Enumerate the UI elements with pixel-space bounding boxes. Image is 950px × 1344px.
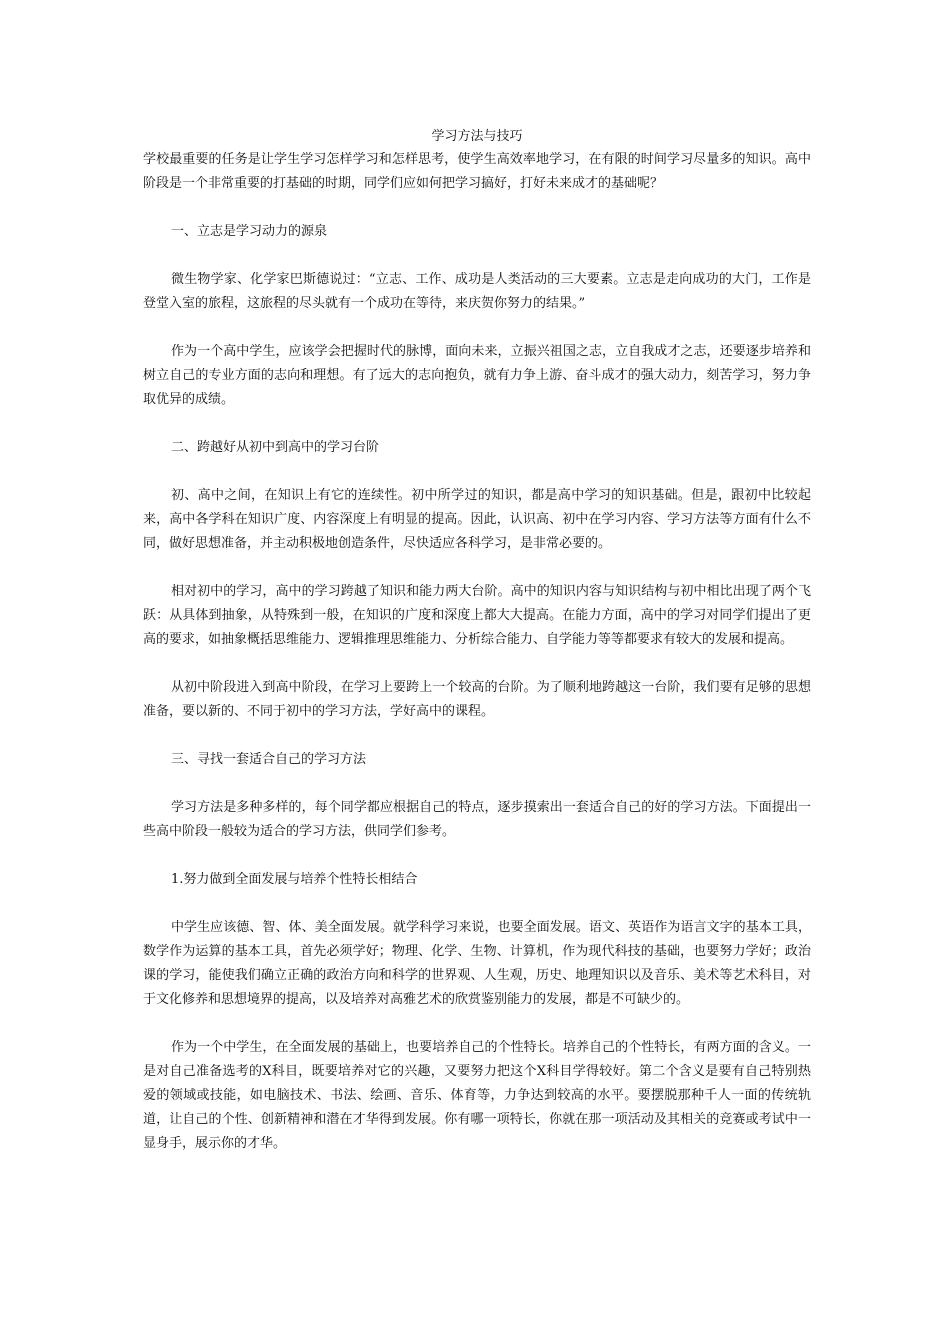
- section-2-paragraph-2: 相对初中的学习，高中的学习跨越了知识和能力两大台阶。高中的知识内容与知识结构与初中相比出现了两个飞跃：从具体到抽象，从特殊到一般，在知识的广度和深度上都大大提高。在能力方面，高中的学习对同学们提出了更高的要求，如抽象概括思维能力、逻辑推理思维能力、分析综合能力、自学能力等等都要求有较大的发展和提高。: [143, 584, 811, 647]
- section-3-heading: 三、寻找一套适合自己的学习方法: [171, 752, 367, 767]
- section-2-paragraph-1: 初、高中之间，在知识上有它的连续性。初中所学过的知识，都是高中学习的知识基础。但是，跟初中比较起来，高中各学科在知识广度、内容深度上有明显的提高。因此，认识高、初中在学习内容、学习方法等方面有什么不同，做好思想准备，并主动积极地创造条件，尽快适应各科学习，是非常必要的。: [143, 488, 811, 551]
- section-2-heading: 二、跨越好从初中到高中的学习台阶: [171, 440, 380, 455]
- section-1-paragraph-1: 微生物学家、化学家巴斯德说过：“立志、工作、成功是人类活动的三大要素。立志是走向成功的大门，工作是登堂入室的旅程，这旅程的尽头就有一个成功在等待，来庆贺你努力的结果。”: [143, 272, 811, 311]
- intro-paragraph: 学校最重要的任务是让学生学习怎样学习和怎样思考，使学生高效率地学习，在有限的时间学习尽量多的知识。高中阶段是一个非常重要的打基础的时期，同学们应如何把学习搞好，打好未来成才的基础呢？: [143, 152, 811, 191]
- section-3-paragraph-1: 学习方法是多种多样的，每个同学都应根据自己的特点，逐步摸索出一套适合自己的好的学习方法。下面提出一些高中阶段一般较为适合的学习方法，供同学们参考。: [143, 800, 811, 839]
- subsection-1-heading: 1.努力做到全面发展与培养个性特长相结合: [171, 872, 418, 887]
- document-page: [143, 126, 811, 1156]
- subsection-1-paragraph-1: 中学生应该德、智、体、美全面发展。就学科学习来说，也要全面发展。语文、英语作为语言文字的基本工具，数学作为运算的基本工具，首先必须学好；物理、化学、生物、计算机，作为现代科技的基础，也要努力学好；政治课的学习，能使我们确立正确的政治方向和科学的世界观、人生观，历史、地理知识以及音乐、美术等艺术科目，对于文化修养和思想境界的提高，以及培养对高雅艺术的欣赏鉴别能力的发展，都是不可缺少的。: [143, 920, 811, 1007]
- section-1-heading: 一、立志是学习动力的源泉: [171, 224, 328, 239]
- subsection-1-paragraph-2: 作为一个中学生，在全面发展的基础上，也要培养自己的个性特长。培养自己的个性特长，有两方面的含义。一是对自己准备选考的X科目，既要培养对它的兴趣，又要努力把这个X科目学得较好。第二个含义是要有自己特别热爱的领域或技能，如电脑技术、书法、绘画、音乐、体育等，力争达到较高的水平。要摆脱那种千人一面的传统轨道，让自己的个性、创新精神和潜在才华得到发展。你有哪一项特长，你就在那一项活动及其相关的竞赛或考试中一显身手，展示你的才华。: [143, 1040, 811, 1151]
- section-2-paragraph-3: 从初中阶段进入到高中阶段，在学习上要跨上一个较高的台阶。为了顺利地跨越这一台阶，我们要有足够的思想准备，要以新的、不同于初中的学习方法，学好高中的课程。: [143, 680, 811, 719]
- document-title: 学习方法与技巧: [431, 129, 523, 144]
- section-1-paragraph-2: 作为一个高中学生，应该学会把握时代的脉博，面向未来，立振兴祖国之志，立自我成才之志，还要逐步培养和树立自己的专业方面的志向和理想。有了远大的志向抱负，就有力争上游、奋斗成才的强大动力，刻苦学习，努力争取优异的成绩。: [143, 344, 811, 407]
